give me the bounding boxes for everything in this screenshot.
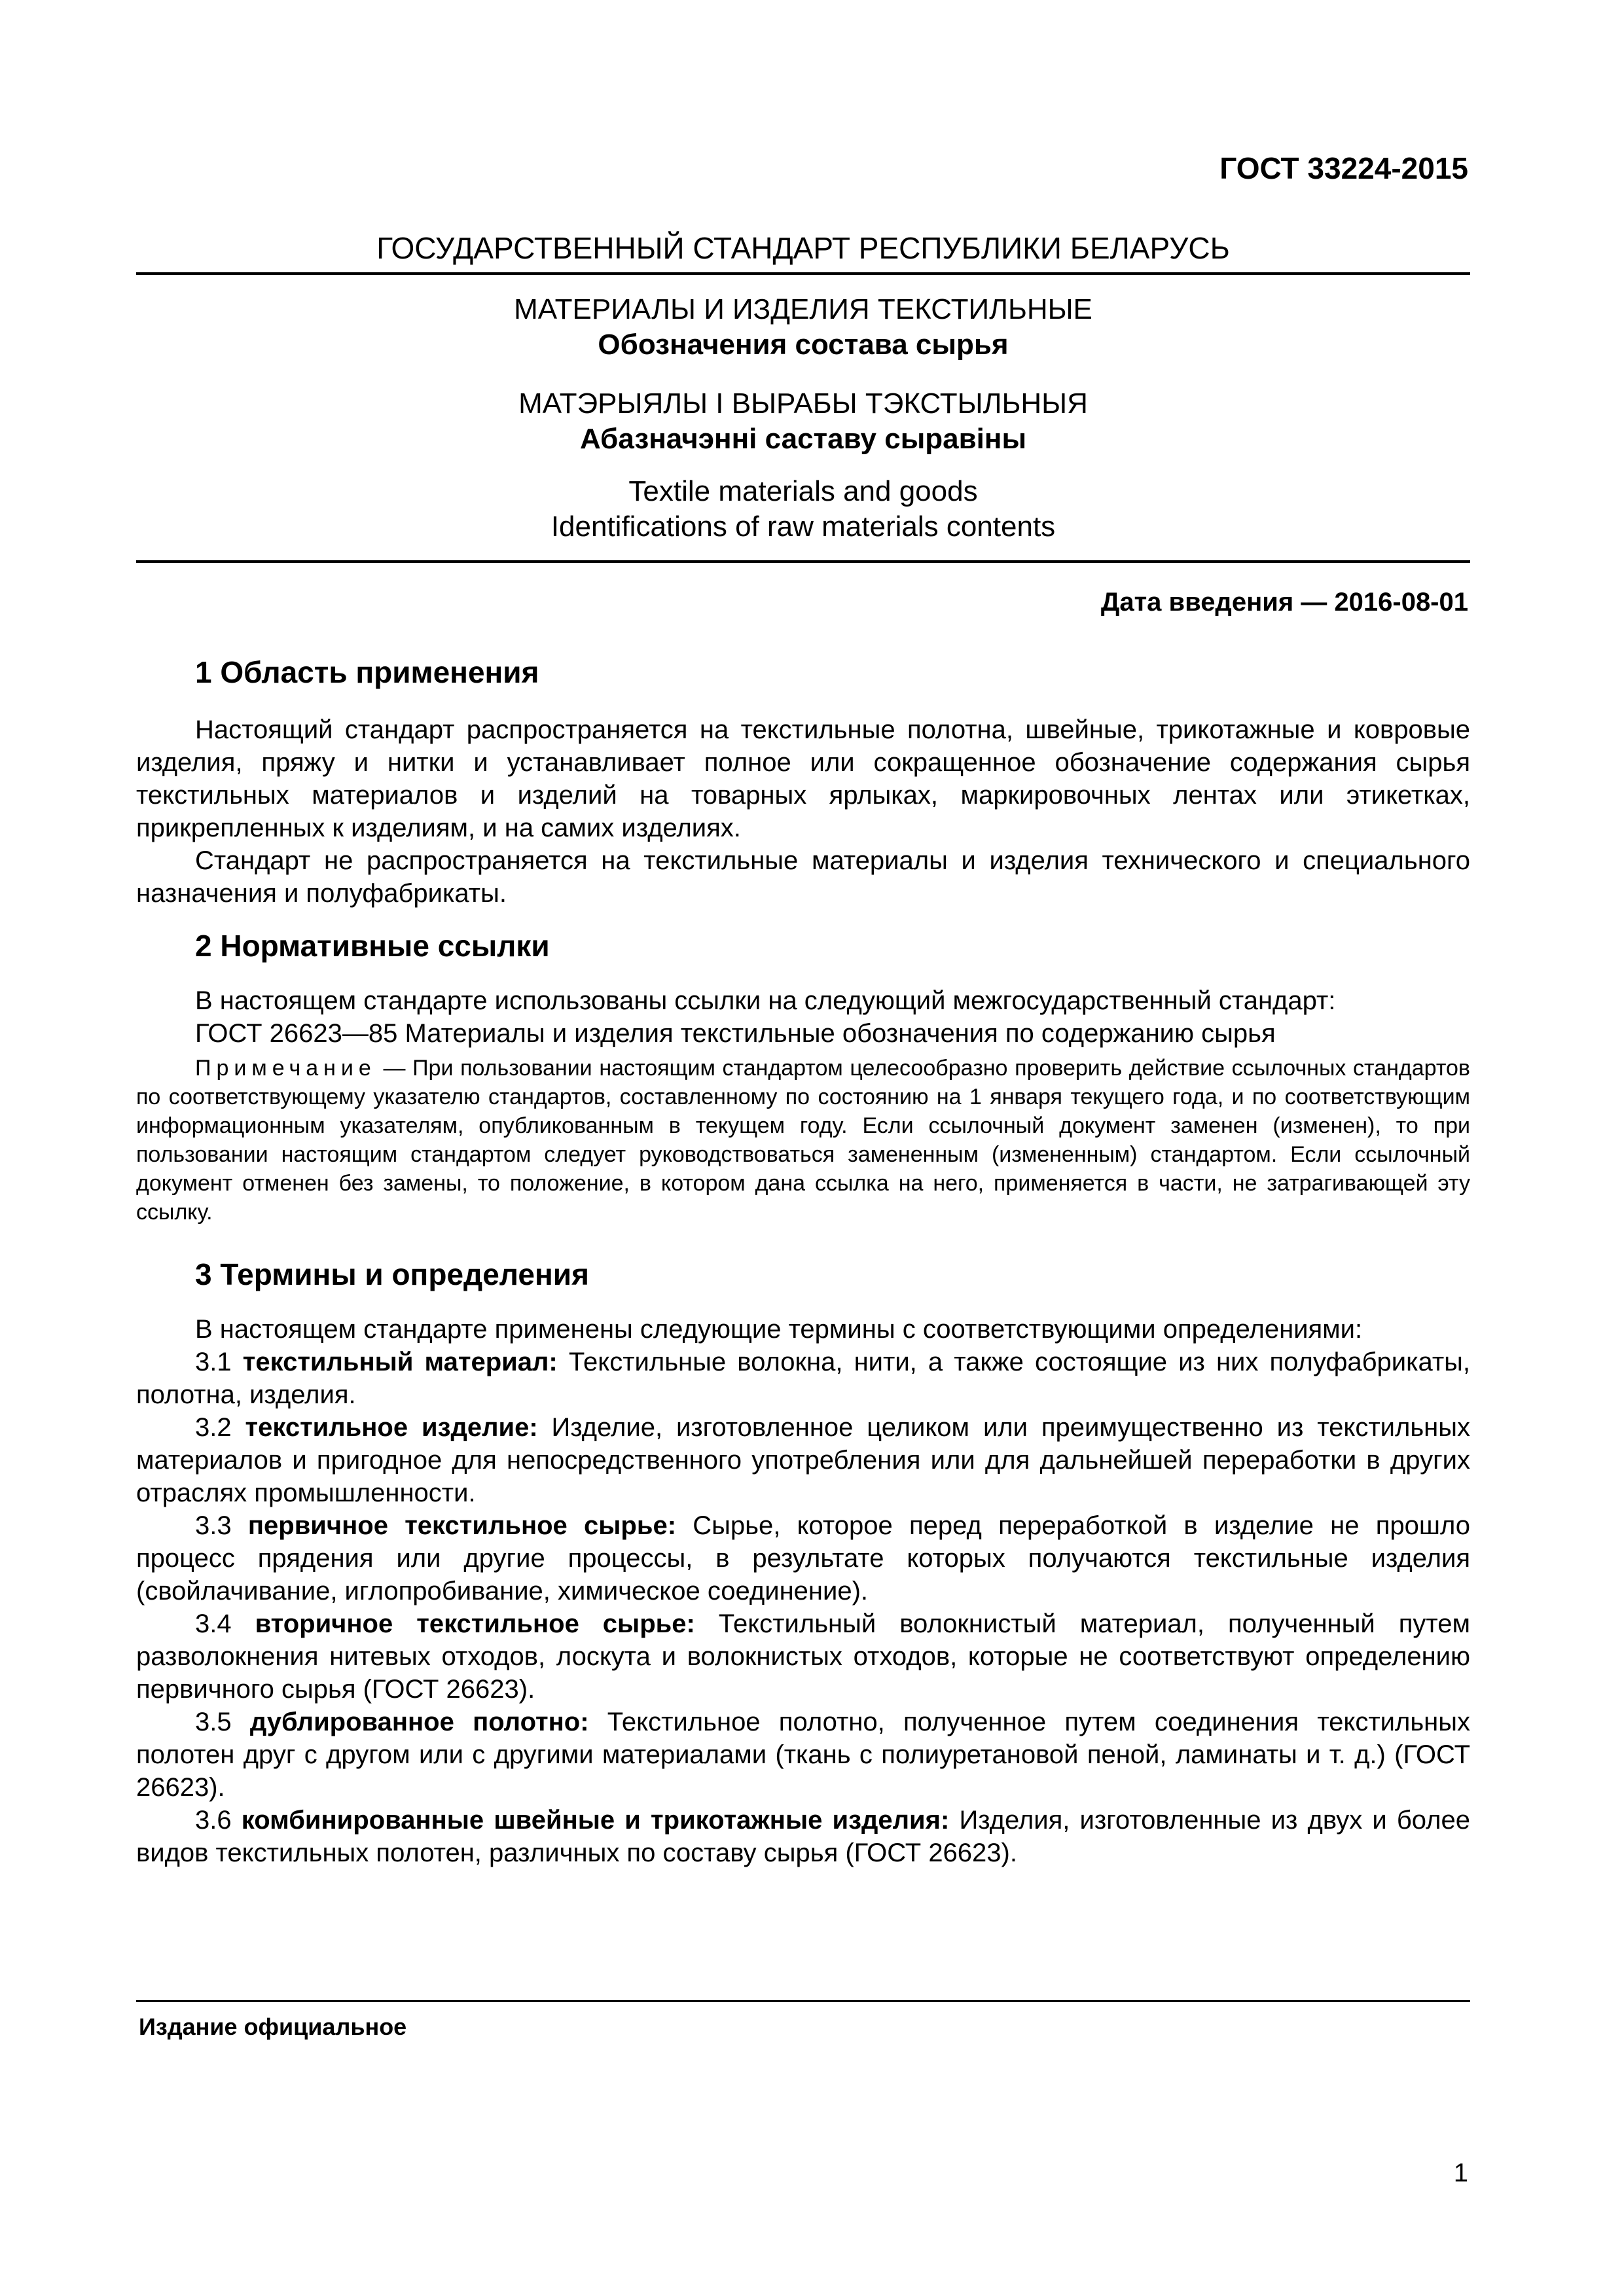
term-3-1 [136, 1346, 1470, 1411]
by-subtitle: Абазначэнні саставу сыравіны [579, 423, 1027, 455]
section-1-paragraph-1: Настоящий стандарт распространяется на текстильные полотна, швейные, трикотажные и ковровые изделия, пряжу и нитки и устанавливает полное или сокращенное обозначение содержания сырья текстильных материалов и изделий на товарных ярлыках, маркировочных лентах или этикетках, прикрепленных к изделиям, и на самих изделиях. [136, 715, 1470, 842]
section-1-heading: 1 Область применения [195, 655, 539, 689]
term-number: 3.3 [195, 1511, 248, 1540]
section-2-heading: 2 Нормативные ссылки [195, 929, 550, 963]
term-3-4 [136, 1607, 1470, 1706]
section-3-body [136, 1313, 1470, 1869]
term-number: 3.6 [195, 1806, 242, 1835]
term-name: текстильный материал: [242, 1348, 558, 1376]
term-3-3 [136, 1509, 1470, 1607]
term-name: первичное текстильное сырье: [247, 1511, 677, 1540]
term-number: 3.2 [195, 1413, 245, 1442]
term-3-6 [136, 1804, 1470, 1869]
term-name: дублированное полотно: [249, 1708, 589, 1736]
term-name: вторичное текстильное сырье: [255, 1609, 695, 1638]
section-2-paragraph-1: В настоящем стандарте использованы ссылки на следующий межгосударственный стандарт: [195, 986, 1336, 1015]
note-text: — При пользовании настоящим стандартом целесообразно проверить действие ссылочных стандартов по соответствующему указателю стандартов, составленному по состоянию на 1 января текущего года, и по соответствующим информационным указателям, опубликованным в текущем году. Если ссылочный документ заменен (изменен), то при пользовании настоящим стандартом следует руководствоваться замененным (измененным) стандартом. Если ссылочный документ отменен без замены, то положение, в котором дана ссылка на него, применяется в части, не затрагивающей эту ссылку. [136, 1056, 1470, 1225]
section-1-body [136, 713, 1470, 910]
term-definition: Текстильные волокна, нити, а также состоящие из них полуфабрикаты, полотна, изделия. [136, 1348, 1471, 1409]
en-title: Textile materials and goods [628, 475, 978, 507]
term-name: текстильное изделие: [245, 1413, 538, 1442]
term-definition: Сырье, которое перед переработкой в изделие не прошло процесс прядения или другие процессы, в результате которых получаются текстильные изделия (свойлачивание, иглопробивание, химическое соединение). [136, 1511, 1471, 1605]
by-title: МАТЭРЫЯЛЫ І ВЫРАБЫ ТЭКСТЫЛЬНЫЯ [518, 387, 1088, 420]
term-number: 3.1 [195, 1348, 243, 1376]
document-number: ГОСТ 33224-2015 [1219, 151, 1468, 185]
section-2-body [136, 984, 1470, 1050]
en-subtitle: Identifications of raw materials contents [550, 511, 1056, 543]
section-3-intro: В настоящем стандарте применены следующие термины с соответствующими определениями: [195, 1315, 1363, 1344]
term-3-5 [136, 1706, 1470, 1804]
term-definition: Изделия, изготовленные из двух и более видов текстильных полотен, различных по составу сырья (ГОСТ 26623). [136, 1806, 1470, 1867]
state-standard-title: ГОСУДАРСТВЕННЫЙ СТАНДАРТ РЕСПУБЛИКИ БЕЛАРУСЬ [376, 231, 1230, 265]
section-1-paragraph-2: Стандарт не распространяется на текстильные материалы и изделия технического и специального назначения и полуфабрикаты. [136, 846, 1470, 908]
ru-title: МАТЕРИАЛЫ И ИЗДЕЛИЯ ТЕКСТИЛЬНЫЕ [514, 293, 1092, 325]
term-definition: Текстильный волокнистый материал, полученный путем разволокнения нитевых отходов, лоскута и волокнистых отходов, которые не соответствуют определению первичного сырья (ГОСТ 26623). [136, 1609, 1470, 1704]
term-number: 3.4 [195, 1609, 255, 1638]
header-divider [136, 272, 1470, 275]
page-number: 1 [1453, 2159, 1468, 2187]
footer-divider [136, 2000, 1470, 2002]
title-divider [136, 560, 1470, 563]
term-3-2 [136, 1411, 1470, 1509]
section-2-reference: ГОСТ 26623—85 Материалы и изделия текстильные обозначения по содержанию сырья [195, 1019, 1276, 1048]
ru-subtitle: Обозначения состава сырья [598, 329, 1009, 361]
section-2-note [136, 1054, 1470, 1227]
term-number: 3.5 [195, 1708, 250, 1736]
official-edition-label: Издание официальное [139, 2013, 407, 2040]
term-definition: Изделие, изготовленное целиком или преимущественно из текстильных материалов и пригодное для непосредственного употребления или для дальнейшей переработки в других отраслях промышленности. [136, 1413, 1471, 1507]
term-definition: Текстильное полотно, полученное путем соединения текстильных полотен друг с другом или с другими материалами (ткань с полиуретановой пеной, ламинаты и т. д.) (ГОСТ 26623). [136, 1708, 1470, 1802]
section-3-heading: 3 Термины и определения [195, 1257, 589, 1291]
note-label: Примечание [195, 1056, 376, 1081]
term-name: комбинированные швейные и трикотажные изделия: [241, 1806, 950, 1835]
introduction-date: Дата введения — 2016-08-01 [1100, 588, 1468, 617]
